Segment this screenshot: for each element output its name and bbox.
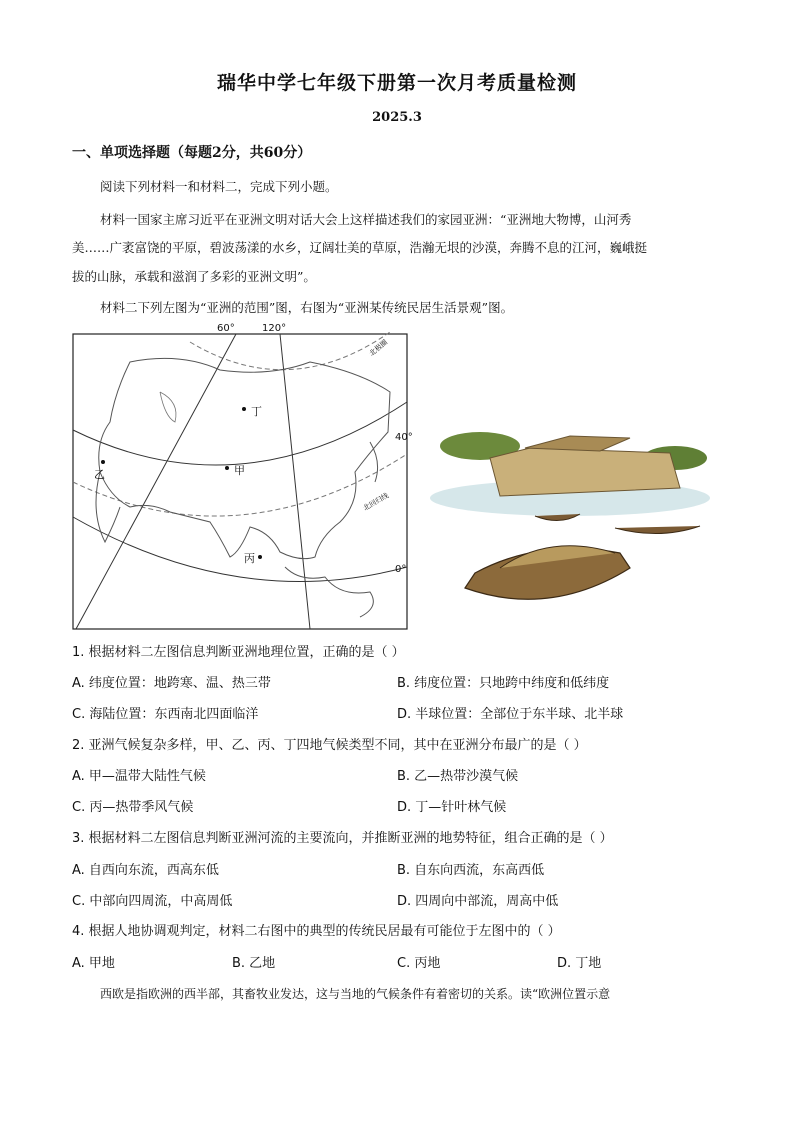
point-yi bbox=[101, 460, 105, 464]
q2-option-d: D. 丁—针叶林气候 bbox=[397, 800, 507, 815]
material1-line1: 材料一国家主席习近平在亚洲文明对话大会上这样描述我们的家园亚洲：“亚洲地大物博，山河秀 bbox=[100, 212, 632, 227]
water-village-illustration bbox=[430, 418, 720, 618]
point-bing bbox=[258, 555, 262, 559]
label-60: 60° bbox=[217, 323, 235, 334]
material2-text: 材料二下列左图为“亚洲的范围”图，右图为“亚洲某传统民居生活景观”图。 bbox=[100, 300, 514, 315]
label-bing: 丙 bbox=[244, 552, 255, 565]
q4-option-c: C. 丙地 bbox=[397, 956, 441, 971]
question-2: 2. 亚洲气候复杂多样，甲、乙、丙、丁四地气候类型不同，其中在亚洲分布最广的是（ ） bbox=[72, 738, 587, 753]
q2-option-c: C. 丙—热带季风气候 bbox=[72, 800, 194, 815]
village-houses bbox=[490, 448, 680, 496]
next-passage-text: 西欧是指欧洲的西半部，其畜牧业发达，这与当地的气候条件有着密切的关系。读“欧洲位置示意 bbox=[100, 987, 611, 1001]
label-arctic: 北极圈 bbox=[367, 338, 390, 358]
material1-line2: 美……广袤富饶的平原，碧波荡漾的水乡，辽阔壮美的草原，浩瀚无垠的沙漠，奔腾不息的江河，巍峨挺 bbox=[72, 240, 648, 255]
q3-option-d: D. 四周向中部流，周高中低 bbox=[397, 894, 559, 909]
small-boat-2 bbox=[615, 526, 700, 534]
question-1: 1. 根据材料二左图信息判断亚洲地理位置，正确的是（ ） bbox=[72, 645, 405, 660]
label-tropic: 北回归线 bbox=[361, 491, 391, 513]
q2-option-b: B. 乙—热带沙漠气候 bbox=[397, 769, 519, 784]
q1-option-b: B. 纬度位置：只地跨中纬度和低纬度 bbox=[397, 676, 610, 691]
label-yi: 乙 bbox=[94, 468, 105, 481]
q4-option-b: B. 乙地 bbox=[232, 956, 276, 971]
q3-option-c: C. 中部向四周流，中高周低 bbox=[72, 894, 233, 909]
label-ding: 丁 bbox=[251, 405, 262, 418]
q1-option-c: C. 海陆位置：东西南北四面临洋 bbox=[72, 707, 259, 722]
label-0: 0° bbox=[395, 564, 407, 575]
point-jia bbox=[225, 466, 229, 470]
q2-option-a: A. 甲—温带大陆性气候 bbox=[72, 769, 206, 784]
page-title: 瑞华中学七年级下册第一次月考质量检测 bbox=[216, 72, 577, 94]
label-jia: 甲 bbox=[234, 464, 245, 477]
material1-line3: 拔的山脉，承载和滋润了多彩的亚洲文明”。 bbox=[72, 269, 316, 284]
label-120: 120° bbox=[262, 323, 287, 334]
q4-option-d: D. 丁地 bbox=[557, 956, 602, 971]
house-roof bbox=[525, 436, 630, 451]
section-heading: 一、单项选择题（每题2分，共60分） bbox=[72, 145, 312, 161]
exam-date: 2025.3 bbox=[372, 110, 422, 125]
point-ding bbox=[242, 407, 246, 411]
q3-option-b: B. 自东向西流，东高西低 bbox=[397, 863, 545, 878]
intro-text: 阅读下列材料一和材料二，完成下列小题。 bbox=[100, 179, 338, 194]
q4-option-a: A. 甲地 bbox=[72, 956, 115, 971]
q1-option-a: A. 纬度位置：地跨寒、温、热三带 bbox=[72, 676, 271, 691]
q3-option-a: A. 自西向东流，西高东低 bbox=[72, 863, 219, 878]
q1-option-d: D. 半球位置：全部位于东半球、北半球 bbox=[397, 707, 624, 722]
question-4: 4. 根据人地协调观判定，材料二右图中的典型的传统民居最有可能位于左图中的（ ） bbox=[72, 924, 561, 939]
label-40: 40° bbox=[395, 432, 413, 443]
question-3: 3. 根据材料二左图信息判断亚洲河流的主要流向，并推断亚洲的地势特征，组合正确的是（ ） bbox=[72, 831, 613, 846]
